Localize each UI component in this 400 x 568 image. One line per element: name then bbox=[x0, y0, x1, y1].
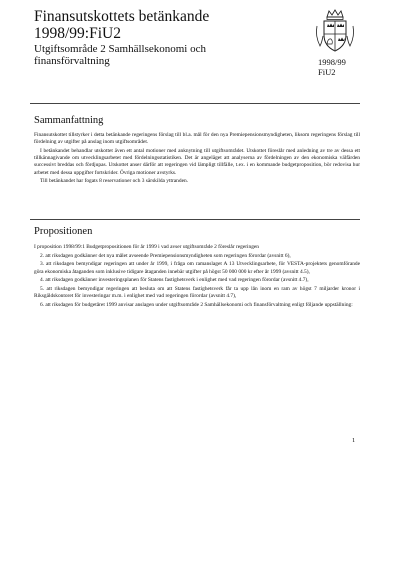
docref-line-2: FiU2 bbox=[318, 66, 336, 77]
propositionen-paragraph: 6. att riksdagen för budgetåret 1999 anvisar anslagen under utgiftsområde 2 Samhällsekonomi och finansförvaltning enligt följande uppställning: bbox=[40, 301, 353, 308]
propositionen-paragraph: I proposition 1998/99:1 Budgetpropositionen för år 1999 i vad avser utgiftsområde 2 föreslår regeringen bbox=[34, 244, 260, 250]
propositionen-paragraph: 3. att riksdagen bemyndigar regeringen att under år 1999, i fråga om ramanslaget A 13 Utvecklingsarbete, för VESTA-projektets genomförande göra ekonomiska åtaganden som inklusive tidigare åtaganden innebär utgifter på högst 50 000 000 kr efter år 1999 (avsnitt 4.5), bbox=[34, 261, 360, 275]
sammanfattning-body bbox=[34, 132, 360, 187]
section-heading-propositionen: Propositionen bbox=[34, 226, 93, 237]
title-line-1: Finansutskottets betänkande bbox=[34, 8, 210, 25]
docref-line-1: 1998/99 bbox=[318, 57, 346, 67]
section-heading-sammanfattning: Sammanfattning bbox=[34, 115, 104, 126]
propositionen-paragraph: 2. att riksdagen godkänner det nya målet avseende Premiepensionsmyndigheten som regeringen förordar (avsnitt 6), bbox=[40, 252, 291, 259]
page-number: 1 bbox=[352, 437, 356, 444]
propositionen-paragraph: 5. att riksdagen bemyndigar regeringen att besluta om att Statens fastighetsverk får ta upp lån inom en ram av högst 7 miljarder kronor i Riksgäldskontoret för investeringar m.m. i enlighet med vad regeringen förordar (avsnitt 4.7), bbox=[34, 286, 360, 300]
propositionen-body bbox=[34, 244, 360, 311]
sammanfattning-paragraph: Finansutskottet tillstyrker i detta betänkande regeringens förslag till bl.a. mål för den nya Premiepensionsmyndigheten, liksom regeringens förslag till fördelning av utgifter på anslag inom utgiftsområdet. bbox=[34, 132, 360, 146]
header-divider bbox=[30, 103, 360, 104]
section-divider bbox=[30, 219, 360, 220]
sammanfattning-paragraph: Till betänkandet har fogats 8 reservationer och 3 särskilda yttranden. bbox=[40, 178, 188, 185]
document-subtitle bbox=[34, 43, 254, 67]
document-reference bbox=[318, 58, 346, 77]
propositionen-paragraph: 4. att riksdagen godkänner investeringsplanen för Statens fastighetsverk i enlighet med vad regeringen förordar (avsnitt 4.7), bbox=[40, 277, 309, 284]
document-title bbox=[34, 8, 264, 42]
riksdag-crest-icon bbox=[313, 8, 357, 54]
sammanfattning-paragraph: I betänkandet behandlar utskottet även ett antal motioner med anknytning till utgiftsområdet. Utskottet föreslår med anledning av tre av dessa ett tillkännagivande om utvecklingsarbetet med fördelningsstatistiken. Det är angeläget att analyserna av fördelningen av den ekonomiska välfärden successivt breddas och fördjupas. Utskottet anser därför att regeringen vid lämpligt tillfälle, t.ex. i en kommande budgetproposition, bör redovisa hur arbetet med dessa uppgifter fortskrider. Övriga motioner avstyrks. bbox=[34, 147, 360, 176]
subtitle-line-1: Utgiftsområde 2 Samhällsekonomi och bbox=[34, 43, 206, 55]
title-line-2: 1998/99:FiU2 bbox=[34, 25, 121, 42]
subtitle-line-2: finansförvaltning bbox=[34, 55, 110, 67]
